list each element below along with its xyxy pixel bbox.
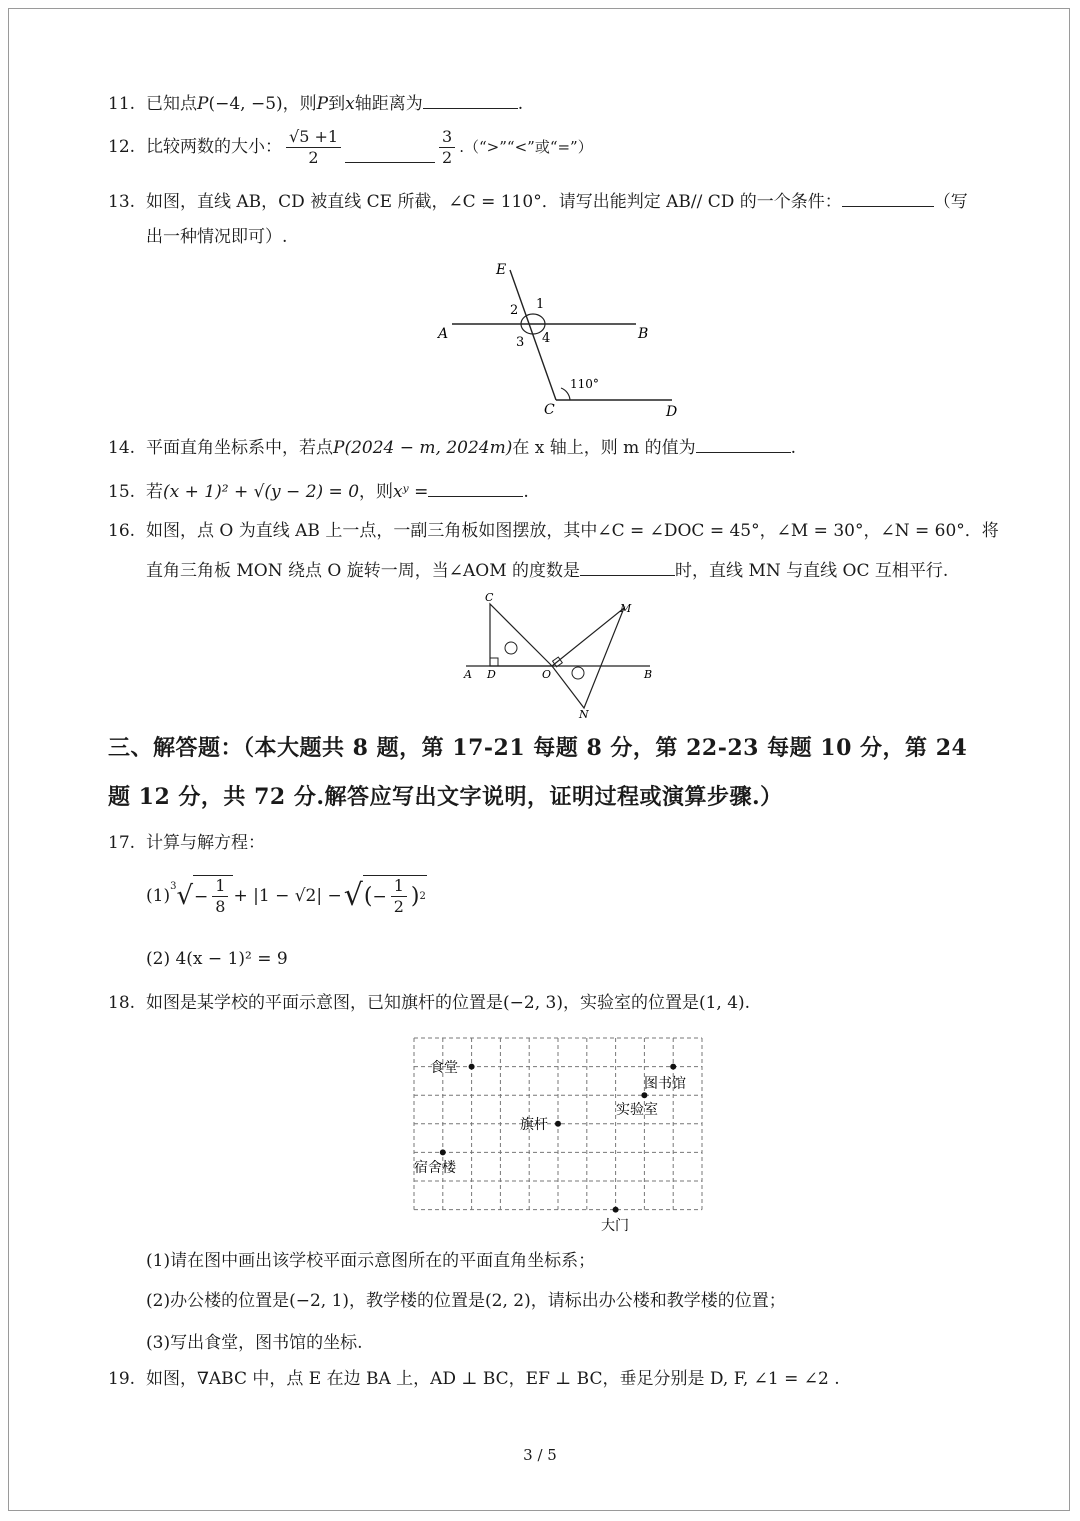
label-lab: 实验室 xyxy=(616,1102,658,1118)
label-library: 图书馆 xyxy=(644,1076,686,1092)
label-N: N xyxy=(579,708,589,721)
label-B: B xyxy=(644,668,653,681)
label-canteen: 食堂 xyxy=(430,1060,458,1076)
question-18-sub2: (2)办公楼的位置是(−2, 1)，教学楼的位置是(2, 2)，请标出办公楼和教学楼的位置； xyxy=(146,1291,786,1311)
point-library xyxy=(670,1064,676,1070)
label-110-degrees: 110° xyxy=(570,377,599,391)
point-gate xyxy=(613,1207,619,1213)
point-canteen xyxy=(469,1064,475,1070)
label-M: M xyxy=(620,602,632,615)
question-14: 14. 平面直角坐标系中，若点P(2024 − m, 2024m)在 x 轴上，则 m 的值为 . xyxy=(108,434,796,459)
question-18-sub3: (3)写出食堂，图书馆的坐标. xyxy=(146,1333,363,1353)
triangle-COD xyxy=(490,604,552,666)
fraction-3-over-2: $\frac{3}{2}$ xyxy=(439,127,455,168)
label-A: A xyxy=(464,668,472,681)
right-angle-D xyxy=(490,658,498,666)
label-C: C xyxy=(485,591,494,604)
label-E: E xyxy=(496,262,507,278)
section-3-heading-line2: 题 12 分，共 72 分.解答应写出文字说明，证明过程或演算步骤.） xyxy=(108,784,783,810)
point-lab xyxy=(641,1092,647,1098)
question-15: 15. 若(x + 1)² + √(y − 2) = 0，则xʸ = . xyxy=(108,478,529,503)
question-18: 18. 如图是某学校的平面示意图，已知旗杆的位置是(−2, 3)，实验室的位置是(1, 4). xyxy=(108,993,751,1013)
label-D: D xyxy=(666,404,678,420)
question-11: 11. 已知点P(−4, −5)，则P到x轴距离为 . xyxy=(108,90,523,115)
angle-110-arc xyxy=(561,388,570,400)
point-dorm xyxy=(440,1149,446,1155)
label-angle-1: 1 xyxy=(536,297,545,312)
label-angle-2: 2 xyxy=(510,303,519,318)
answer-blank-13[interactable] xyxy=(842,188,934,207)
question-19: 19. 如图，∇ABC 中，点 E 在边 BA 上，AD ⊥ BC，EF ⊥ BC，垂足分别是 D, F, ∠1 = ∠2 . xyxy=(108,1369,840,1389)
label-angle-3: 3 xyxy=(516,335,525,350)
label-A: A xyxy=(438,326,449,342)
answer-blank-11[interactable] xyxy=(423,90,518,109)
answer-blank-12[interactable] xyxy=(345,144,435,163)
question-17: 17. 计算与解方程： xyxy=(108,833,265,853)
label-angle-4: 4 xyxy=(542,331,551,346)
label-dorm: 宿舍楼 xyxy=(414,1160,456,1176)
figure-q16-triangle-rulers xyxy=(460,590,670,722)
label-B: B xyxy=(638,326,649,342)
question-13-line2: 出一种情况即可）. xyxy=(146,227,288,247)
question-16: 16. 如图，点 O 为直线 AB 上一点，一副三角板如图摆放，其中∠C = ∠DOC = 45°，∠M = 30°，∠N = 60°．将 xyxy=(108,521,999,541)
page-number: 3 / 5 xyxy=(523,1446,557,1464)
label-C: C xyxy=(544,402,555,418)
label-gate: 大门 xyxy=(601,1218,629,1234)
label-O: O xyxy=(542,668,552,681)
question-16-line2: 直角三角板 MON 绕点 O 旋转一周，当∠AOM 的度数是 时，直线 MN 与直线 OC 互相平行. xyxy=(146,557,948,582)
triangle-hole-1 xyxy=(505,642,517,654)
answer-blank-14[interactable] xyxy=(696,434,791,453)
label-D: D xyxy=(487,668,496,681)
triangle-MON xyxy=(552,608,624,708)
triangle-hole-2 xyxy=(572,667,584,679)
question-17-part1: (1) 3 √ − $\frac{1}{8}$ + |1 − √2| − √ ( − $\frac{1}{2}$ ) 2 xyxy=(146,876,426,916)
figure-q13-parallel-lines xyxy=(430,258,690,420)
label-flagpole: 旗杆 xyxy=(520,1117,548,1133)
section-3-heading-line1: 三、解答题：（本大题共 8 题，第 17-21 每题 8 分，第 22-23 每题 10 分，第 24 xyxy=(108,735,968,761)
question-18-sub1: (1)请在图中画出该学校平面示意图所在的平面直角坐标系； xyxy=(146,1251,596,1271)
question-13: 13. 如图，直线 AB，CD 被直线 CE 所截，∠C = 110°．请写出能判定 AB// CD 的一个条件： （写 xyxy=(108,188,968,213)
answer-blank-15[interactable] xyxy=(428,478,523,497)
question-12: 12. 比较两数的大小： $\frac{√5 +1}{2}$ $\frac{3}{2}$ .（“>”“<”或“=”） xyxy=(108,126,593,167)
question-17-part2: (2) 4(x − 1)² = 9 xyxy=(146,949,288,969)
point-flagpole xyxy=(555,1121,561,1127)
answer-blank-16[interactable] xyxy=(580,557,675,576)
figure-q18-school-map xyxy=(408,1032,708,1240)
fraction-sqrt5-plus-1-over-2: $\frac{√5 +1}{2}$ xyxy=(286,127,341,168)
